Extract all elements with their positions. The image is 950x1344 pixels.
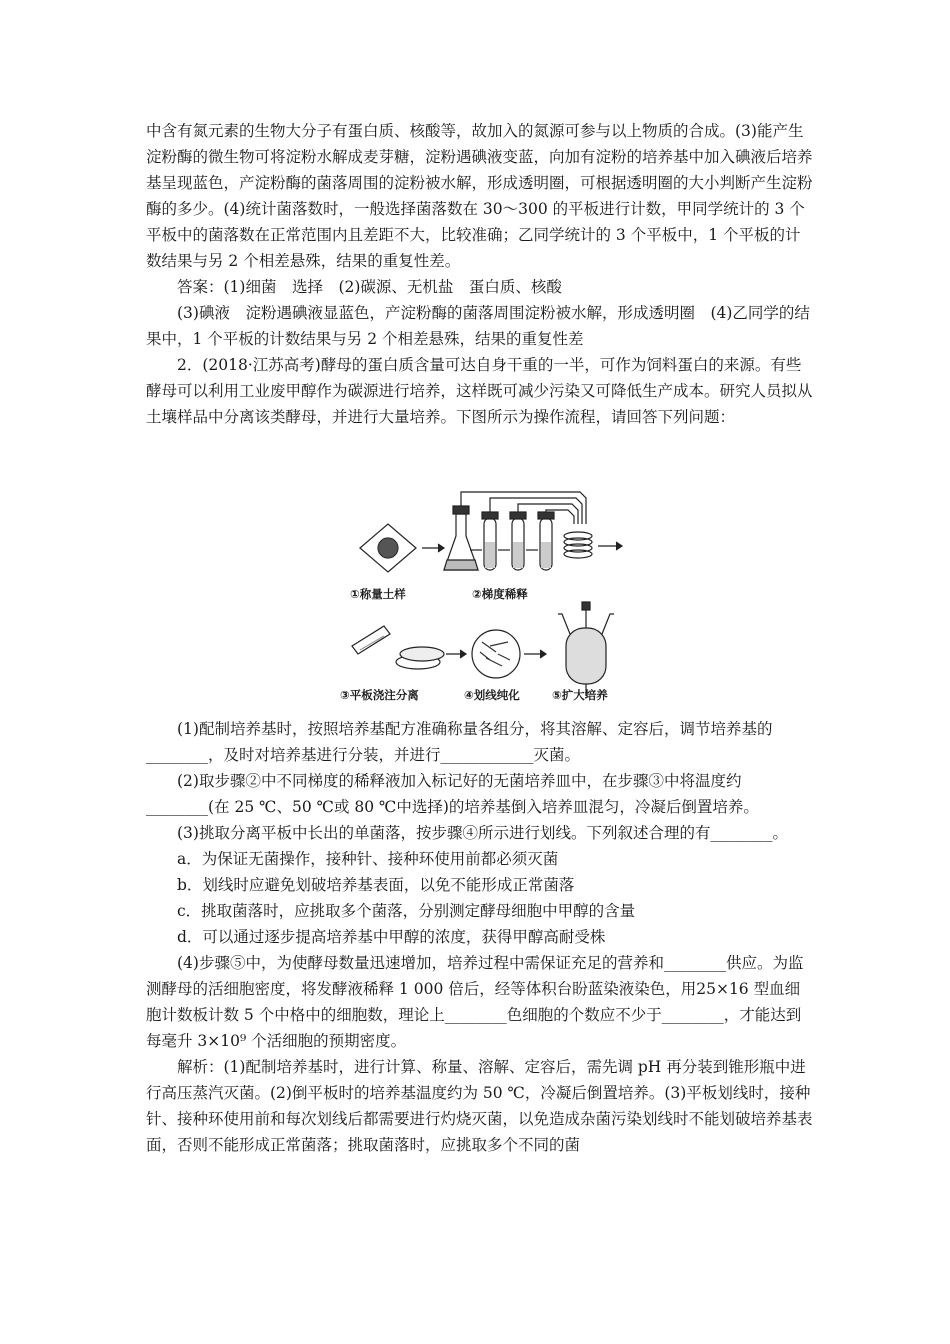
- option-c: c．挑取菌落时，应挑取多个菌落，分别测定酵母细胞中甲醇的含量: [177, 902, 636, 920]
- figure-caption-step-1: ①称量土样: [350, 587, 406, 601]
- figure-caption-step-3: ③平板浇注分离: [340, 688, 419, 702]
- streak-plate-shape: [472, 630, 520, 678]
- paragraph-answer: 答案：(1)细菌 选择 (2)碳源、无机盐 蛋白质、核酸: [177, 278, 562, 296]
- option-d: d．可以通过逐步提高培养基中甲醇的浓度，获得甲醇高耐受株: [177, 928, 606, 946]
- paragraph-q2: (2)取步骤②中不同梯度的稀释液加入标记好的无菌培养皿中，在步骤③中将温度约________(在 25 ℃、50 ℃或 80 ℃中选择)的培养基倒入培养皿混匀，冷凝后倒置培养。: [146, 772, 759, 816]
- plates-stack-shape: [564, 550, 592, 558]
- fermenter-shape: [566, 628, 606, 684]
- text-block-bottom: [146, 716, 814, 1158]
- paragraph-q1: (1)配制培养基时，按照培养基配方准确称量各组分，将其溶解、定容后，调节培养基的________，及时对培养基进行分装，并进行____________灭菌。: [146, 720, 773, 764]
- soil-sample-shape: [378, 538, 398, 558]
- paragraph-answer-cont: (3)碘液 淀粉遇碘液显蓝色，产淀粉酶的菌落周围淀粉被水解，形成透明圈 (4)乙同学的结果中，1 个平板的计数结果与另 2 个相差悬殊，结果的重复性差: [146, 304, 810, 348]
- paragraph-analysis: 解析：(1)配制培养基时，进行计算、称量、溶解、定容后，需先调 pH 再分装到锥形瓶中进行高压蒸汽灭菌。(2)倒平板时的培养基温度约为 50 ℃，冷凝后倒置培养。(3)平板划线时，接种针、接种环使用前和每次划线后都需要进行灼烧灭菌，以免造成杂菌污染划线时不能划破培养基表面，否则不能形成正常菌落；挑取菌落时，应挑取多个不同的菌: [146, 1058, 813, 1154]
- paragraph-q3: (3)挑取分离平板中长出的单菌落，按步骤④所示进行划线。下列叙述合理的有________。: [177, 824, 788, 842]
- figure-caption-step-2: ②梯度稀释: [472, 587, 528, 601]
- pouring-flask-shape: [352, 626, 390, 654]
- paragraph-q4: (4)步骤⑤中，为使酵母数量迅速增加，培养过程中需保证充足的营养和________供应。为监测酵母的活细胞密度，将发酵液稀释 1 000 倍后，经等体积台盼蓝染液染色，用25×16 型血细胞计数板计数 5 个中格中的细胞数，理论上________色细胞的个数应不少于________，才能达到每毫升 3×10⁹ 个活细胞的预期密度。: [146, 954, 804, 1050]
- option-a: a．为保证无菌操作，接种针、接种环使用前都必须灭菌: [177, 850, 559, 868]
- procedure-figure: [340, 484, 640, 706]
- paragraph-continuation: 中含有氮元素的生物大分子有蛋白质、核酸等，故加入的氮源可参与以上物质的合成。(3)能产生淀粉酶的微生物可将淀粉水解成麦芽糖，淀粉遇碘液变蓝，向加有淀粉的培养基中加入碘液后培养基呈现蓝色，产淀粉酶的菌落周围的淀粉被水解，形成透明圈，可根据透明圈的大小判断产生淀粉酶的多少。(4)统计菌落数时，一般选择菌落数在 30～300 的平板进行计数，甲同学统计的 3 个平板中的菌落数在正常范围内且差距不大，比较准确；乙同学统计的 3 个平板中，1 个平板的计数结果与另 2 个相差悬殊，结果的重复性差。: [146, 122, 813, 270]
- figure-caption-step-4: ④划线纯化: [464, 688, 520, 702]
- paragraph-question-2: 2．(2018·江苏高考)酵母的蛋白质含量可达自身干重的一半，可作为饲料蛋白的来源。有些酵母可以利用工业废甲醇作为碳源进行培养，这样既可减少污染又可降低生产成本。研究人员拟从土壤样品中分离该类酵母，并进行大量培养。下图所示为操作流程，请回答下列问题：: [146, 356, 813, 426]
- figure-caption-step-5: ⑤扩大培养: [552, 688, 608, 702]
- option-b: b．划线时应避免划破培养基表面，以免不能形成正常菌落: [177, 876, 575, 894]
- text-block-top: [146, 118, 814, 430]
